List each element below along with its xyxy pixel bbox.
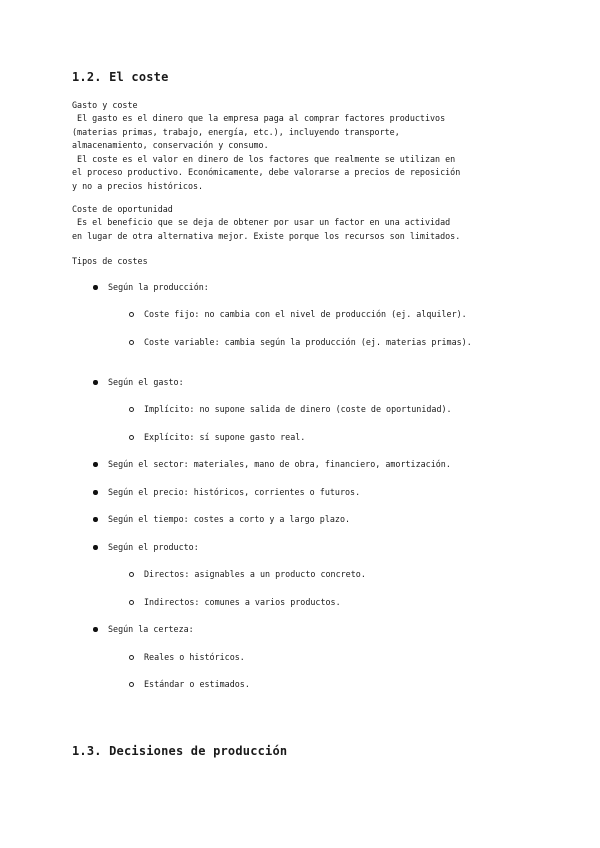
bullet-dot-icon	[93, 490, 98, 495]
list-item	[108, 281, 209, 295]
bullet-dot-icon	[93, 545, 98, 550]
list-subitem-label: Implícito: no supone salida de dinero (coste de oportunidad).	[144, 404, 452, 414]
list-item-label: Según el producto:	[108, 542, 199, 552]
list-item-label: Según el tiempo: costes a corto y a largo plazo.	[108, 514, 351, 524]
list-subitem-label: Reales o históricos.	[144, 652, 245, 662]
list-subitem-label: Explícito: sí supone gasto real.	[144, 432, 306, 442]
bullet-dot-icon	[93, 380, 98, 385]
list-item	[108, 376, 184, 390]
list-subitem	[144, 336, 474, 350]
list-item	[108, 623, 194, 637]
bullet-dot-icon	[93, 517, 98, 522]
list-item-label: Según el precio: históricos, corrientes o futuros.	[108, 487, 361, 497]
list-subitem	[144, 568, 366, 582]
bullet-circle-icon	[129, 407, 134, 412]
list-subitem	[144, 431, 305, 445]
list-subitem-label: Directos: asignables a un producto concreto.	[144, 569, 366, 579]
list-subitem	[144, 596, 341, 610]
list-subitem	[144, 308, 467, 322]
paragraph-coste-de-oportunidad: Es el beneficio que se deja de obtener por usar un factor en una actividad en lugar de otra alternativa mejor. Existe porque los recursos son limitados.	[72, 217, 461, 241]
list-item-label: Según el gasto:	[108, 377, 184, 387]
section-title-el-coste: 1.2. El coste	[72, 70, 169, 84]
list-subitem	[144, 678, 250, 692]
subheading-gasto-y-coste: Gasto y coste	[72, 100, 138, 110]
list-subitem-label: Coste fijo: no cambia con el nivel de producción (ej. alquiler).	[144, 309, 467, 319]
bullet-circle-icon	[129, 655, 134, 660]
section-title-decisiones-de-produccion: 1.3. Decisiones de producción	[72, 744, 288, 758]
bullet-circle-icon	[129, 312, 134, 317]
list-item-label: Según el sector: materiales, mano de obra, financiero, amortización.	[108, 459, 451, 469]
list-item	[108, 458, 451, 472]
bullet-circle-icon	[129, 572, 134, 577]
subheading-tipos-de-costes: Tipos de costes	[72, 256, 148, 266]
list-item-label: Según la certeza:	[108, 624, 194, 634]
bullet-circle-icon	[129, 682, 134, 687]
list-item	[108, 541, 199, 555]
bullet-dot-icon	[93, 627, 98, 632]
list-item-label: Según la producción:	[108, 282, 209, 292]
bullet-dot-icon	[93, 285, 98, 290]
list-subitem	[144, 651, 245, 665]
bullet-circle-icon	[129, 600, 134, 605]
list-subitem-label: Indirectos: comunes a varios productos.	[144, 597, 341, 607]
list-subitem	[144, 403, 452, 417]
bullet-dot-icon	[93, 462, 98, 467]
list-item	[108, 486, 360, 500]
list-subitem-label: Coste variable: cambia según la producción (ej. materias primas).	[144, 337, 472, 347]
subheading-coste-de-oportunidad: Coste de oportunidad	[72, 204, 173, 214]
list-item	[108, 513, 350, 527]
list-subitem-label: Estándar o estimados.	[144, 679, 250, 689]
paragraph-gasto-y-coste: El gasto es el dinero que la empresa paga al comprar factores productivos (materias primas, trabajo, energía, etc.), incluyendo transporte, almacenamiento, conservación y consumo. El coste es el valor en dinero de los factores que realmente se utilizan en el proceso productivo. Económicamente, debe valorarse a precios de reposición y no a precios históricos.	[72, 113, 461, 191]
bullet-circle-icon	[129, 340, 134, 345]
bullet-circle-icon	[129, 435, 134, 440]
